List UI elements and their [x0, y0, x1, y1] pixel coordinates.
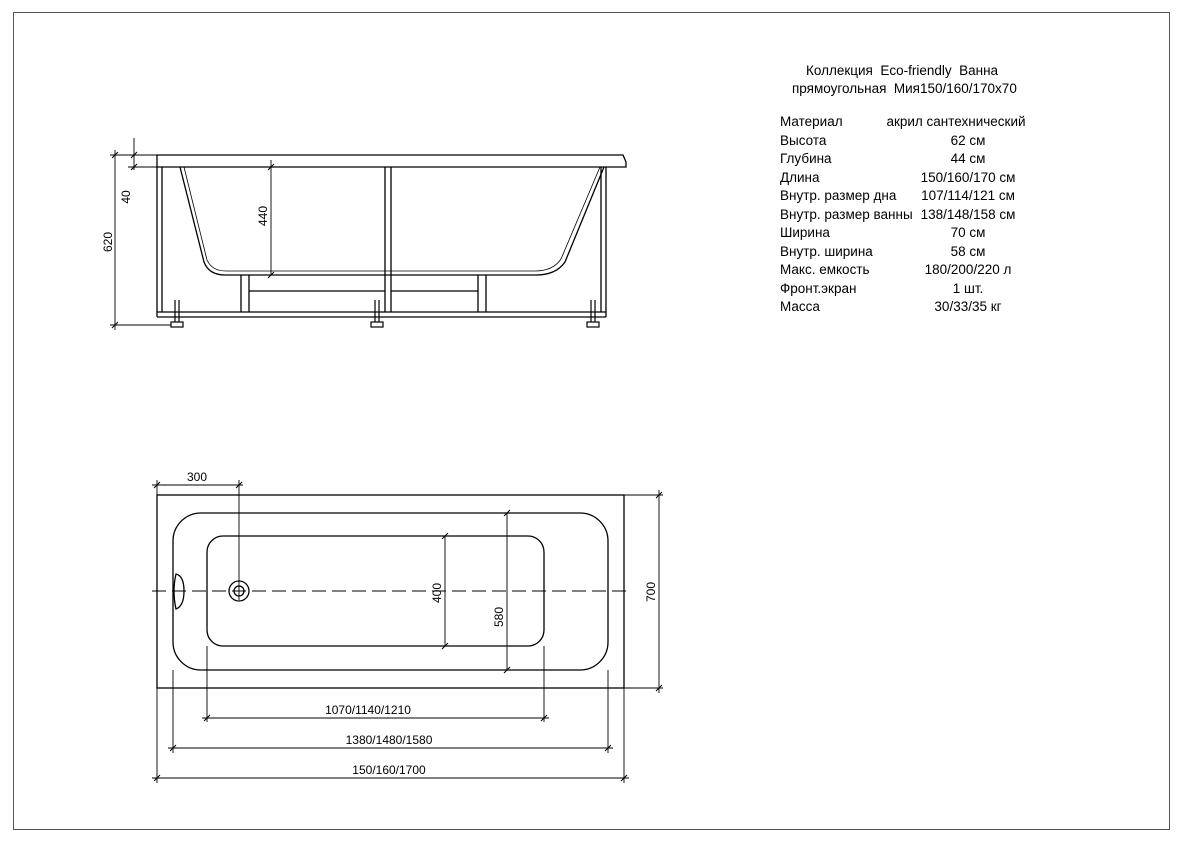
spec-value: 30/33/35 кг: [934, 299, 1002, 314]
bath-shell-inner: [184, 167, 600, 271]
dim-drain-offset-label: 300: [186, 470, 208, 484]
spec-label: Глубина: [780, 151, 832, 166]
dim-rim-line: [128, 138, 157, 170]
spec-label: Внутр. размер ванны: [780, 206, 913, 222]
spec-value: 138/148/158 см: [920, 206, 1016, 222]
spec-label: Масса: [780, 299, 820, 314]
dim-inner-width-label: 580: [492, 606, 506, 628]
dim-drain-line: [152, 480, 243, 600]
spec-label: Материал: [780, 114, 843, 129]
dim-depth-label: 440: [256, 205, 270, 227]
frame-base: [157, 312, 606, 317]
bath-rim: [157, 155, 626, 167]
dim-inner-length-label: 1380/1480/1580: [345, 733, 433, 747]
spec-value: 107/114/121 см: [921, 188, 1015, 203]
spec-label: Макс. емкость: [780, 262, 870, 277]
bath-shell: [180, 167, 604, 275]
spec-value: 1 шт.: [952, 280, 984, 296]
spec-label: Длина: [780, 169, 820, 185]
spec-label: Внутр. ширина: [780, 243, 873, 259]
dim-height-label: 620: [101, 231, 115, 253]
spec-value: 180/200/220 л: [924, 262, 1012, 277]
spec-value: 58 см: [950, 243, 986, 259]
overflow: [174, 574, 184, 609]
side-view: [110, 138, 626, 330]
spec-value: 150/160/170 см: [920, 169, 1016, 185]
frame-legs: [157, 167, 606, 317]
spec-value: 70 см: [950, 225, 986, 240]
spec-label: Ширина: [780, 225, 830, 240]
dim-bottom-length-label: 1070/1140/1210: [325, 703, 411, 717]
dim-bottom-width-label: 400: [430, 582, 444, 604]
title-line-2: прямоугольная Мия150/160/170х70: [792, 81, 1017, 96]
spec-value: 44 см: [950, 151, 986, 166]
spec-label: Фронт.экран: [780, 280, 857, 296]
bath-outline: [157, 495, 624, 688]
support-stands: [241, 275, 486, 312]
spec-value: акрил сантехнический: [886, 114, 1026, 129]
spec-value: 62 см: [950, 132, 986, 148]
dim-length-label: 150/160/1700: [352, 763, 426, 777]
dim-rim-label: 40: [119, 190, 133, 204]
spec-label: Внутр. размер дна: [780, 188, 897, 203]
spec-label: Высота: [780, 132, 827, 148]
dim-width-label: 700: [644, 581, 658, 603]
title-line-1: Коллекция Eco-friendly Ванна: [806, 63, 999, 78]
